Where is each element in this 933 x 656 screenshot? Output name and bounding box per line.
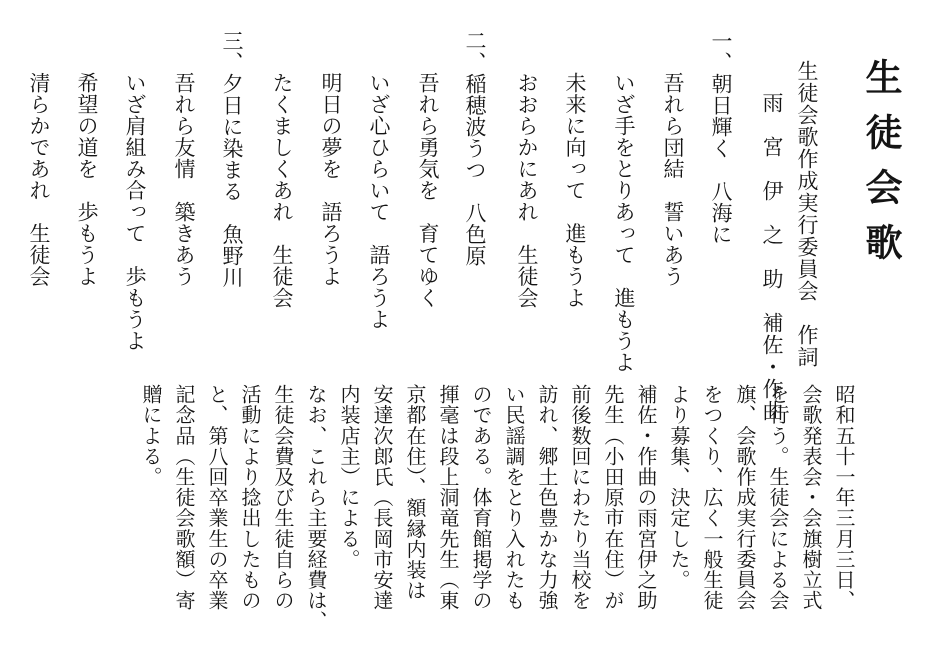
lyricist-credit: 生徒会歌作成実行委員会 作詞 [795,60,819,368]
verse-1-line-4: 未来に向って 進もうよ [563,72,587,309]
note-line-11: い民謡調をとり入れたも [502,384,526,611]
note-line-20: と、第八回卒業生の卒業 [205,384,229,611]
note-line-14: 京都在住）、額縁内装は [403,384,427,601]
verse-2-line-3: いざ心ひらいて 語ろうよ [367,72,391,330]
verse-3-line-2: 吾れら友情 築きあう [172,72,196,287]
verse-1-line-5: おおらかにあれ 生徒会 [515,72,539,309]
verse-3-line-4: 希望の道を 歩もうよ [75,72,99,287]
note-line-4: 旗、会歌作成実行委員会 [733,384,757,611]
verse-2-line-4: 明日の夢を 語ろうよ [319,72,343,287]
verse-2-line-1: 二、稲穂波うつ 八色原 [463,30,487,267]
note-line-18: 生徒会費及び生徒自らの [271,384,295,611]
note-line-17: なお、これら主要経費は、 [304,384,328,632]
note-line-21: 記念品（生徒会歌額）寄 [172,384,196,611]
verse-3-line-1: 三、夕日に染まる 魚野川 [220,30,244,288]
note-line-15: 安達次郎氏（長岡市安達 [370,384,394,611]
page-title: 生徒会歌 [859,58,903,278]
note-line-16: 内装店主）による。 [337,384,361,570]
note-line-6: より募集、決定した。 [667,384,691,590]
note-line-22: 贈による。 [139,384,163,487]
note-line-10: 訪れ、郷土色豊かな力強 [535,384,559,611]
verse-3-line-3: いざ肩組み合って 歩もうよ [123,72,147,352]
verse-1-line-1: 一、朝日輝く 八海に [709,30,733,245]
verse-1-line-2: 吾れら団結 誓いあう [661,72,685,287]
note-line-19: 活動により捻出したもの [238,384,262,611]
note-line-9: 前後数回にわたり当校を [568,384,592,611]
note-line-8: 先生（小田原市在住）が [601,384,625,611]
verse-1-line-3: いざ手をとりあって 進もうよ [612,72,636,373]
verse-3-line-5: 清らかであれ 生徒会 [27,72,51,287]
verse-2-line-5: たくましくあれ 生徒会 [270,72,294,309]
note-line-3: を行う。生徒会による会 [766,384,790,611]
note-line-12: のである。体育館掲学の [469,384,493,611]
note-line-7: 補佐・作曲の雨宮伊之助 [634,384,658,611]
note-line-1: 昭和五十一年三月三日、 [832,384,856,611]
composer-credit: 雨 宮 伊 之 助 補佐・作曲 [760,92,784,422]
note-line-2: 会歌発表会・会旗樹立式 [799,384,823,611]
note-line-13: 揮毫は段上洞竜先生（東 [436,384,460,611]
note-line-5: をつくり、広く一般生徒 [700,384,724,611]
verse-2-line-2: 吾れら勇気を 育てゆく [416,72,440,309]
